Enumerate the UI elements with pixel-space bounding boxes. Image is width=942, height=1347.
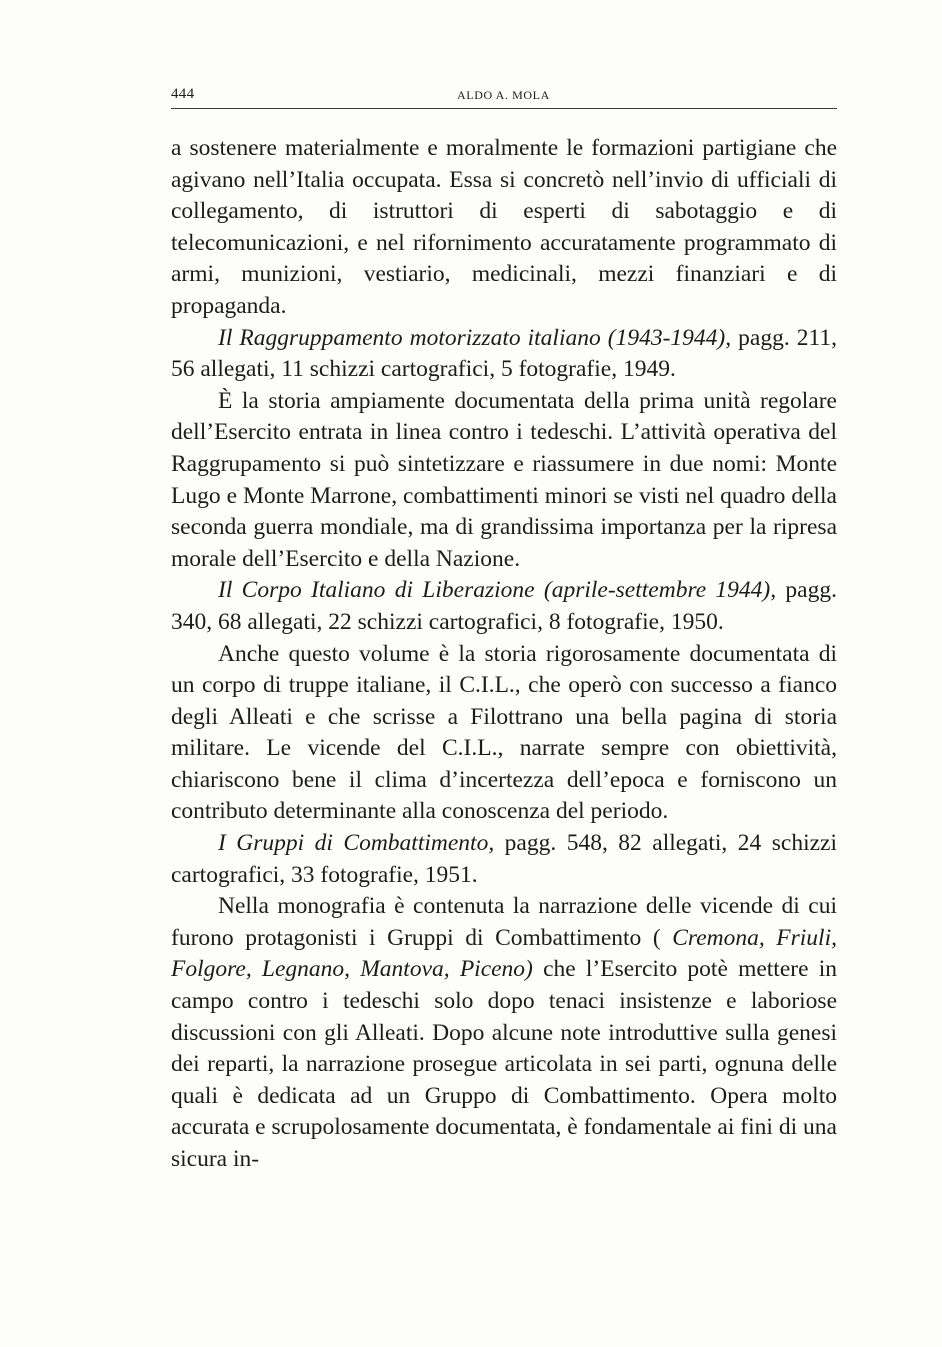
running-head: ALDO A. MOLA bbox=[457, 88, 550, 102]
book-title: Il Corpo Italiano di Liberazione (aprile-settembre 1944), bbox=[218, 577, 777, 604]
bibliography-entry bbox=[171, 828, 837, 891]
bibliography-entry bbox=[171, 575, 837, 638]
book-details: pagg. 548, 82 allegati, 24 schizzi cartografici, 33 fotografie, 1951. bbox=[171, 830, 837, 888]
bibliography-entry bbox=[171, 323, 837, 386]
body-text bbox=[171, 133, 837, 1176]
page-number: 444 bbox=[171, 86, 195, 102]
book-details: pagg. 211, 56 allegati, 11 schizzi cartografici, 5 fotografie, 1949. bbox=[171, 324, 837, 383]
group-names: Cremona, Friuli, Folgore, Legnano, Mantova, Piceno) bbox=[171, 924, 837, 983]
book-details: pagg. 340, 68 allegati, 22 schizzi cartografici, 8 fotografie, 1950. bbox=[171, 577, 837, 635]
book-title: I Gruppi di Combattimento, bbox=[218, 830, 495, 857]
book-title: Il Raggruppamento motorizzato italiano (1943-1944), bbox=[218, 324, 732, 351]
book-description bbox=[171, 386, 837, 576]
paragraph-continuation bbox=[171, 133, 837, 323]
paragraph-text: che l’Esercito potè mettere in campo contro i tedeschi solo dopo tenaci insistenze e laboriose discussioni con gli Alleati. Dopo alcune note introduttive sulla genesi dei reparti, la narrazione prosegue articolata in sei parti, ognuna delle quali è dedicata ad un Gruppo di Combattimento. Opera molto accurata e scrupolosamente documentata, è fondamentale ai fini di una sicura in- bbox=[171, 956, 837, 1172]
header-rule bbox=[171, 108, 837, 109]
paragraph-text: Anche questo volume è la storia rigorosamente documentata di un corpo di truppe italiane, il C.I.L., che operò con successo a fianco degli Alleati e che scrisse a Filottrano una bella pagina di storia militare. Le vicende del C.I.L., narrate sempre con obiettività, chiariscono bene il clima d’incertezza dell’epoca e forniscono un contributo determinante alla conoscenza del periodo. bbox=[171, 640, 837, 825]
paragraph-text: Nella monografia è contenuta la narrazione delle vicende di cui furono protagonisti i Gruppi di Combattimento ( bbox=[171, 893, 837, 951]
paragraph-text: È la storia ampiamente documentata della prima unità regolare dell’Esercito entrata in linea contro i tedeschi. L’attività operativa del Raggrupamento si può sintetizzare e riassumere in due nomi: Monte Lugo e Monte Marrone, combattimenti minori se visti nel quadro della seconda guerra mondiale, ma di grandissima importanza per la ripresa morale dell’Esercito e della Nazione. bbox=[171, 387, 837, 572]
page-header bbox=[171, 86, 837, 108]
paragraph-text: a sostenere materialmente e moralmente le formazioni partigiane che agivano nell’Italia occupata. Essa si concretò nell’invio di ufficiali di collegamento, di istruttori di esperti di sabotaggio e di telecomunicazioni, e nel rifornimento accuratamente programmato di armi, munizioni, vestiario, medicinali, mezzi finanziari e di propaganda. bbox=[171, 135, 837, 319]
book-description bbox=[171, 891, 837, 1175]
book-description bbox=[171, 639, 837, 829]
